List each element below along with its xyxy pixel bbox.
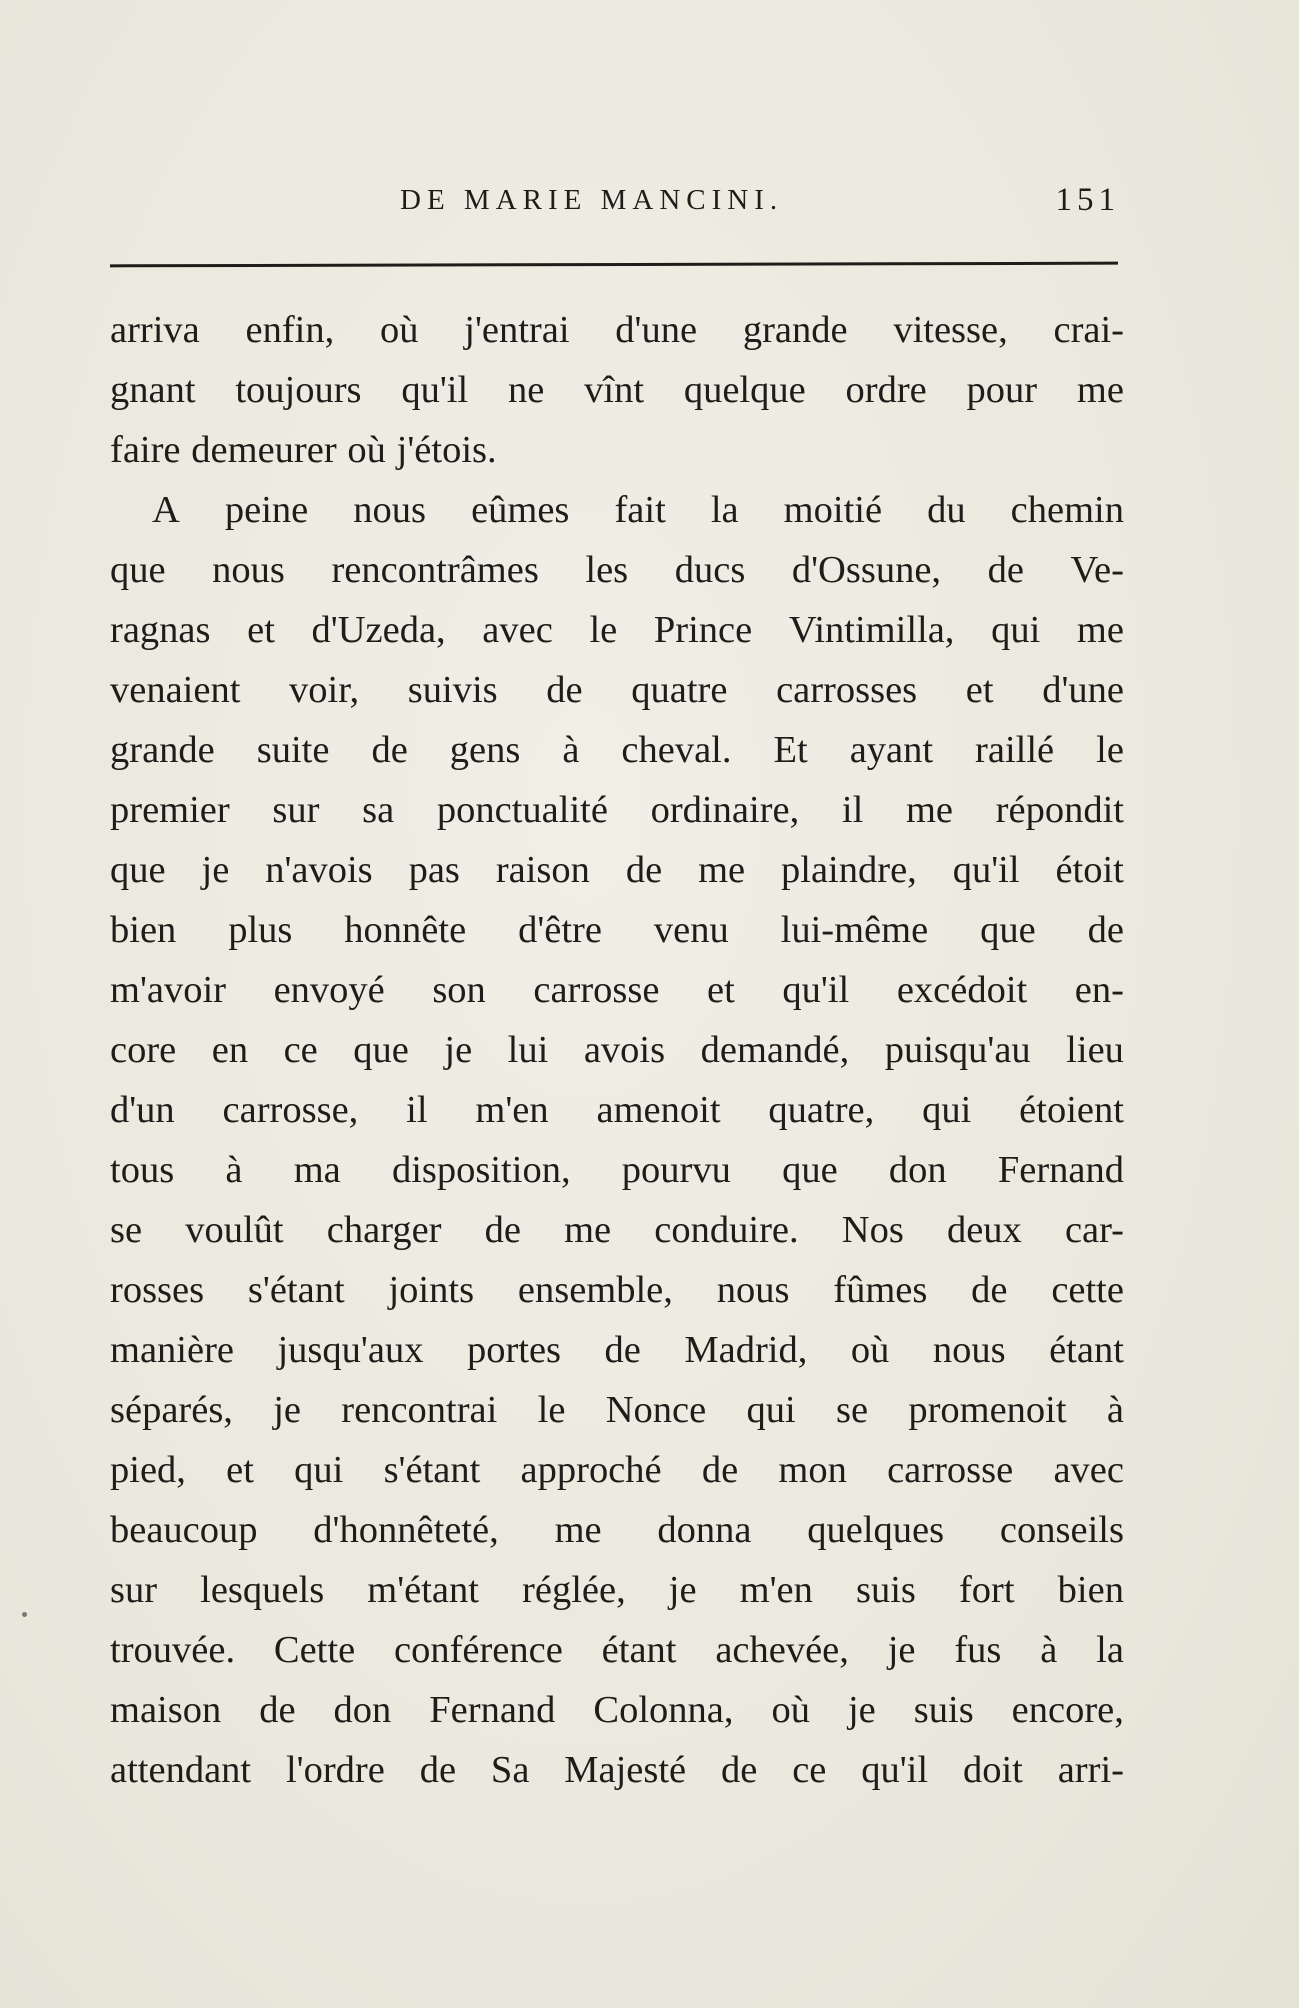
word: ayant xyxy=(849,729,934,771)
word: sa xyxy=(362,789,395,831)
word: je xyxy=(444,1029,473,1071)
word: Nos xyxy=(841,1209,904,1251)
text-line xyxy=(110,1620,1124,1680)
word: qu'il xyxy=(782,969,850,1011)
word: se xyxy=(110,1209,143,1251)
text-line xyxy=(110,1500,1124,1560)
word: ma xyxy=(293,1149,341,1191)
word: A xyxy=(152,489,180,531)
word: suivis xyxy=(407,669,498,711)
word: il xyxy=(406,1089,428,1131)
word: quatre, xyxy=(768,1089,875,1131)
word: d'être xyxy=(518,909,602,951)
word: de xyxy=(987,549,1024,591)
word: nous xyxy=(212,549,285,591)
word: d'honnêteté, xyxy=(313,1509,499,1551)
word: sur xyxy=(110,1569,158,1611)
word: pied, xyxy=(110,1449,186,1491)
running-head xyxy=(110,178,1120,222)
word: ce xyxy=(792,1749,827,1791)
text-line xyxy=(110,1740,1124,1800)
word: nous xyxy=(932,1329,1006,1371)
word: d'Uzeda, xyxy=(311,609,446,651)
page-number: 151 xyxy=(1055,182,1120,218)
text-line xyxy=(110,540,1124,600)
word: quelques xyxy=(807,1509,945,1551)
word: carrosse xyxy=(533,969,660,1011)
word: où xyxy=(771,1689,810,1731)
word: la xyxy=(710,489,739,531)
word: que xyxy=(110,849,166,891)
word: de xyxy=(484,1209,521,1251)
word: d'une xyxy=(615,309,698,351)
word: je xyxy=(201,849,230,891)
word: avec xyxy=(1053,1449,1124,1491)
word: de xyxy=(721,1749,758,1791)
word: me xyxy=(564,1209,612,1251)
word: et xyxy=(965,669,994,711)
word: deux xyxy=(946,1209,1022,1251)
word: à xyxy=(225,1149,243,1191)
word: jusqu'aux xyxy=(277,1329,424,1371)
word: qui xyxy=(746,1389,796,1431)
word: quelque xyxy=(683,369,806,411)
word: de xyxy=(625,849,663,891)
word: je xyxy=(887,1629,916,1671)
text-line xyxy=(110,1440,1124,1500)
word: vitesse, xyxy=(893,309,1008,351)
word: venu xyxy=(653,909,729,951)
word: Nonce xyxy=(605,1389,707,1431)
word: en- xyxy=(1074,969,1124,1011)
word: lesquels xyxy=(200,1569,325,1611)
word: ponctualité xyxy=(436,789,608,831)
word: doit xyxy=(962,1749,1023,1791)
word: m'avoir xyxy=(110,969,226,1011)
word: j'étois. xyxy=(396,429,497,471)
word: conférence xyxy=(393,1629,563,1671)
text-line xyxy=(110,420,1124,480)
word: qu'il xyxy=(401,369,469,411)
word: Fernand xyxy=(429,1689,556,1731)
word: à xyxy=(1106,1389,1124,1431)
word: où xyxy=(380,309,419,351)
word: toujours xyxy=(235,369,362,411)
word: que xyxy=(353,1029,409,1071)
word: portes xyxy=(466,1329,562,1371)
word: le xyxy=(537,1389,566,1431)
word: enfin, xyxy=(245,309,335,351)
word: Fernand xyxy=(997,1149,1124,1191)
word: premier xyxy=(110,789,230,831)
word: don xyxy=(888,1149,947,1191)
word: où xyxy=(347,429,386,471)
word: lui xyxy=(507,1029,549,1071)
word: me xyxy=(698,849,746,891)
word: Ve- xyxy=(1070,549,1124,591)
text-line xyxy=(110,1140,1124,1200)
body-text xyxy=(110,300,1124,1800)
word: moitié xyxy=(783,489,883,531)
word: qui xyxy=(922,1089,972,1131)
word: j'entrai xyxy=(464,309,570,351)
text-line xyxy=(110,840,1124,900)
text-line xyxy=(110,1080,1124,1140)
word: cheval. xyxy=(621,729,732,771)
text-line xyxy=(110,960,1124,1020)
word: d'une xyxy=(1042,669,1124,711)
word: de xyxy=(259,1689,296,1731)
word: amenoit xyxy=(596,1089,721,1131)
word: m'en xyxy=(475,1089,549,1131)
word: étant xyxy=(601,1629,677,1671)
word: achevée, xyxy=(715,1629,849,1671)
word: ragnas xyxy=(110,609,211,651)
text-line xyxy=(110,1680,1124,1740)
word: avois xyxy=(583,1029,666,1071)
word: et xyxy=(247,609,275,651)
word: grande xyxy=(742,309,848,351)
word: disposition, xyxy=(391,1149,571,1191)
word: le xyxy=(1096,729,1124,771)
word: à xyxy=(562,729,580,771)
text-line xyxy=(110,780,1124,840)
word: de xyxy=(371,729,408,771)
word: rosses xyxy=(110,1269,205,1311)
text-line xyxy=(110,1020,1124,1080)
text-line xyxy=(110,1200,1124,1260)
header-rule xyxy=(110,262,1118,268)
word: Et xyxy=(773,729,808,771)
word: promenoit xyxy=(908,1389,1067,1431)
word: il xyxy=(841,789,864,831)
word: son xyxy=(432,969,486,1011)
word: de xyxy=(546,669,583,711)
word: m'étant xyxy=(367,1569,479,1611)
word: Majesté xyxy=(564,1749,687,1791)
word: fus xyxy=(954,1629,1002,1671)
text-line xyxy=(110,720,1124,780)
word: s'étant xyxy=(247,1269,345,1311)
word: ordinaire, xyxy=(650,789,800,831)
word: nous xyxy=(716,1269,790,1311)
word: fort xyxy=(958,1569,1015,1611)
text-line xyxy=(110,1380,1124,1440)
word: ordre xyxy=(845,369,927,411)
word: joints xyxy=(388,1269,475,1311)
word: rencontrâmes xyxy=(331,549,539,591)
word: lui-même xyxy=(780,909,929,951)
word: beaucoup xyxy=(110,1509,258,1551)
word: pas xyxy=(408,849,460,891)
word: charger xyxy=(326,1209,442,1251)
word: bien xyxy=(110,909,177,951)
word: la xyxy=(1096,1629,1124,1671)
word: pour xyxy=(966,369,1038,411)
word: où xyxy=(850,1329,890,1371)
word: bien xyxy=(1057,1569,1124,1611)
word: qu'il xyxy=(861,1749,929,1791)
word: car- xyxy=(1064,1209,1124,1251)
word: cette xyxy=(1051,1269,1124,1311)
word: envoyé xyxy=(273,969,385,1011)
word: de xyxy=(604,1329,641,1371)
word: répondit xyxy=(995,789,1124,831)
word: d'Ossune, xyxy=(791,549,942,591)
word: carrosse, xyxy=(222,1089,359,1131)
word: m'en xyxy=(739,1569,813,1611)
word: demeurer xyxy=(191,429,337,471)
word: étoient xyxy=(1019,1089,1124,1131)
word: réglée, xyxy=(522,1569,626,1611)
word: de xyxy=(971,1269,1008,1311)
word: me xyxy=(554,1509,602,1551)
word: approché xyxy=(520,1449,662,1491)
word: s'étant xyxy=(383,1449,481,1491)
text-line xyxy=(110,1320,1124,1380)
running-title: DE MARIE MANCINI. xyxy=(400,184,784,216)
word: qui xyxy=(991,609,1041,651)
word: voir, xyxy=(289,669,360,711)
word: qu'il xyxy=(952,849,1020,891)
word: Sa xyxy=(490,1749,530,1791)
word: Madrid, xyxy=(684,1329,808,1371)
word: étant xyxy=(1049,1329,1124,1371)
word: grande xyxy=(110,729,215,771)
text-line xyxy=(110,480,1124,540)
word: et xyxy=(226,1449,254,1491)
word: et xyxy=(707,969,735,1011)
word: raillé xyxy=(975,729,1055,771)
word: Prince xyxy=(653,609,753,651)
word: nous xyxy=(353,489,427,531)
word: demandé, xyxy=(700,1029,850,1071)
word: core xyxy=(110,1029,177,1071)
word: n'avois xyxy=(265,849,373,891)
word: sur xyxy=(272,789,320,831)
word: raison xyxy=(495,849,590,891)
word: ne xyxy=(507,369,545,411)
word: de xyxy=(419,1749,457,1791)
word: vînt xyxy=(584,369,645,411)
word: plus xyxy=(228,909,293,951)
word: l'ordre xyxy=(285,1749,385,1791)
word: suis xyxy=(913,1689,974,1731)
word: peine xyxy=(224,489,309,531)
word: suis xyxy=(855,1569,916,1611)
word: conseils xyxy=(999,1509,1124,1551)
word: me xyxy=(905,789,953,831)
word: carrosse xyxy=(887,1449,1014,1491)
word: gens xyxy=(449,729,521,771)
text-line xyxy=(110,1560,1124,1620)
word: me xyxy=(1076,369,1124,411)
word: plaindre, xyxy=(781,849,917,891)
paper-speck xyxy=(22,1612,27,1617)
word: se xyxy=(835,1389,869,1431)
word: ensemble, xyxy=(517,1269,673,1311)
word: rencontrai xyxy=(341,1389,498,1431)
word: gnant xyxy=(110,369,196,411)
word: carrosses xyxy=(776,669,918,711)
word: d'un xyxy=(110,1089,175,1131)
word: mon xyxy=(778,1449,847,1491)
word: maison xyxy=(110,1689,222,1731)
word: qui xyxy=(294,1449,344,1491)
word: don xyxy=(333,1689,392,1731)
word: Cette xyxy=(273,1629,356,1671)
word: suite xyxy=(256,729,330,771)
word: arri- xyxy=(1057,1749,1124,1791)
word: que xyxy=(782,1149,838,1191)
word: séparés, xyxy=(110,1389,233,1431)
word: puisqu'au xyxy=(884,1029,1031,1071)
word: conduire. xyxy=(654,1209,799,1251)
word: que xyxy=(110,549,166,591)
word: eûmes xyxy=(471,489,570,531)
word: excédoit xyxy=(896,969,1028,1011)
word: faire xyxy=(110,429,181,471)
word: que xyxy=(980,909,1036,951)
word: pourvu xyxy=(621,1149,731,1191)
word: voulût xyxy=(185,1209,284,1251)
text-line xyxy=(110,1260,1124,1320)
word: je xyxy=(668,1569,697,1611)
word: arriva xyxy=(110,309,200,351)
word: étoit xyxy=(1055,849,1124,891)
word: trouvée. xyxy=(110,1629,236,1671)
word: fait xyxy=(614,489,666,531)
text-line xyxy=(110,900,1124,960)
text-line xyxy=(110,600,1124,660)
word: les xyxy=(585,549,629,591)
word: je xyxy=(273,1389,302,1431)
text-line xyxy=(110,300,1124,360)
word: du xyxy=(927,489,966,531)
word: de xyxy=(701,1449,739,1491)
word: tous xyxy=(110,1149,175,1191)
word: de xyxy=(1087,909,1124,951)
word: lieu xyxy=(1066,1029,1124,1071)
word: quatre xyxy=(631,669,728,711)
word: Colonna, xyxy=(593,1689,734,1731)
text-line xyxy=(110,660,1124,720)
word: manière xyxy=(110,1329,234,1371)
word: honnête xyxy=(344,909,467,951)
word: me xyxy=(1076,609,1124,651)
word: à xyxy=(1040,1629,1058,1671)
word: crai- xyxy=(1053,309,1124,351)
word: en xyxy=(211,1029,249,1071)
text-line xyxy=(110,360,1124,420)
word: le xyxy=(589,609,618,651)
word: ce xyxy=(283,1029,318,1071)
word: encore, xyxy=(1011,1689,1124,1731)
word: fûmes xyxy=(833,1269,928,1311)
word: Vintimilla, xyxy=(788,609,955,651)
word: avec xyxy=(482,609,553,651)
word: ducs xyxy=(674,549,746,591)
word: venaient xyxy=(110,669,241,711)
word: donna xyxy=(657,1509,752,1551)
word: chemin xyxy=(1010,489,1124,531)
word: je xyxy=(847,1689,876,1731)
word: attendant xyxy=(110,1749,252,1791)
